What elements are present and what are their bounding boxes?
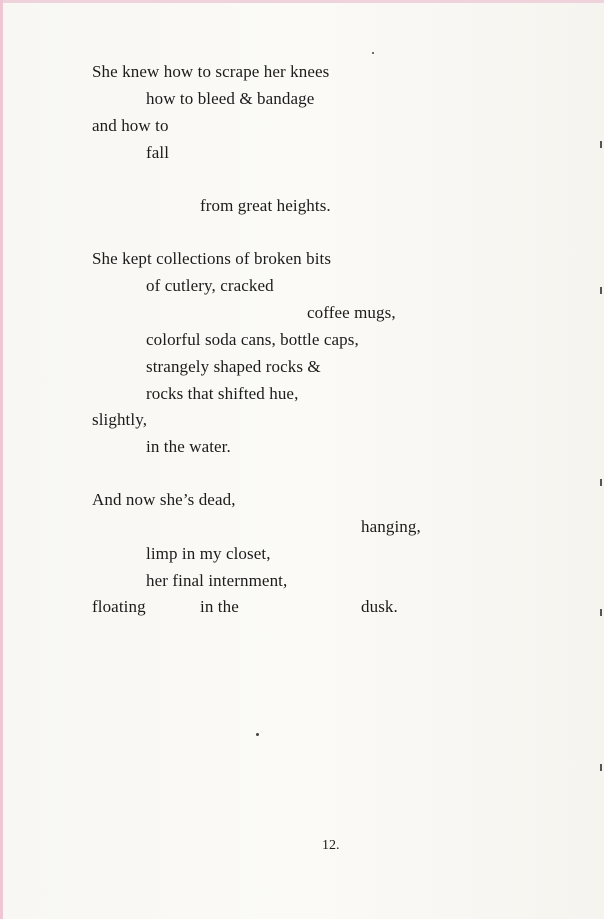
poem-line: She kept collections of broken bits: [92, 249, 332, 268]
poem-line: She knew how to scrape her knees: [92, 62, 330, 81]
binding-mark: [600, 479, 602, 486]
poem-line: slightly,: [92, 410, 148, 429]
poem-line: And now she’s dead,: [92, 490, 236, 509]
poem-line: dusk.: [361, 597, 398, 616]
page-number: 12.: [322, 838, 340, 853]
poem-line: colorful soda cans, bottle caps,: [146, 330, 359, 349]
poem-line: and how to: [92, 116, 169, 135]
binding-mark: [600, 141, 602, 148]
poem-line: floating: [92, 597, 146, 616]
poem-line: her final internment,: [146, 571, 288, 590]
poem-line: from great heights.: [200, 196, 331, 215]
binding-mark: [600, 609, 602, 616]
poem-line: how to bleed & bandage: [146, 89, 315, 108]
poem-line: hanging,: [361, 517, 421, 536]
poem-line: in the: [200, 597, 239, 616]
poem-line: coffee mugs,: [307, 303, 396, 322]
poem-line: of cutlery, cracked: [146, 276, 274, 295]
binding-mark: [600, 287, 602, 294]
binding-mark: [600, 764, 602, 771]
ink-speck: [256, 733, 259, 736]
poem-line: limp in my closet,: [146, 544, 271, 563]
poem-line: rocks that shifted hue,: [146, 384, 299, 403]
poem-line: in the water.: [146, 437, 231, 456]
ink-speck: [372, 52, 374, 54]
poem-line: fall: [146, 143, 170, 162]
poem-line: strangely shaped rocks &: [146, 357, 321, 376]
